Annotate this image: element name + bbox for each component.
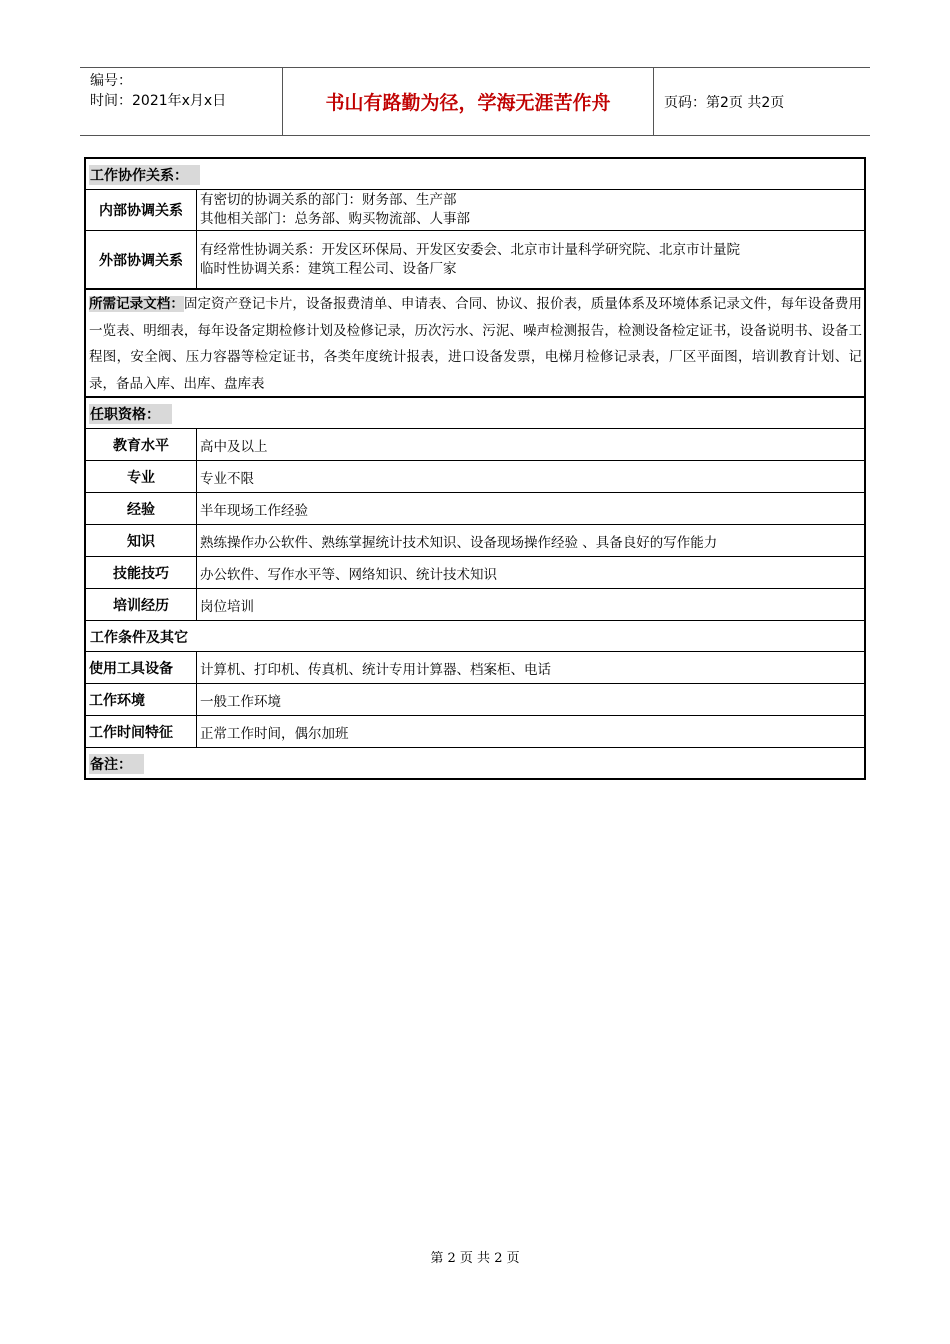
motto: 书山有路勤为径，学海无涯苦作舟 bbox=[282, 68, 654, 135]
job-description-table bbox=[84, 157, 866, 780]
external-line: 临时性协调关系：建筑工程公司、设备厂家 bbox=[200, 260, 457, 277]
condition-value: 一般工作环境 bbox=[200, 693, 281, 710]
external-row bbox=[86, 231, 864, 290]
remarks-title: 备注： bbox=[89, 754, 144, 774]
records-text: 固定资产登记卡片，设备报费清单、申请表、合同、协议、报价表，质量体系及环境体系记录文件，每年设备费用一览表、明细表，每年设备定期检修计划及检修记录，历次污水、污泥、噪声检测报告，检测设备检定证书，设备说明书、设备工程图，安全阀、压力容器等检定证书，各类年度统计报表，进口设备发票，电梯月检修记录表，厂区平面图，培训教育计划、记录，备品入库、出库、盘库表 bbox=[89, 296, 862, 392]
qualification-row bbox=[86, 429, 864, 461]
qualification-value: 高中及以上 bbox=[200, 438, 268, 455]
qualification-row bbox=[86, 493, 864, 525]
qualification-row bbox=[86, 525, 864, 557]
number-label: 编号： bbox=[90, 73, 132, 89]
internal-row bbox=[86, 190, 864, 231]
condition-value: 正常工作时间，偶尔加班 bbox=[200, 725, 349, 742]
collaboration-title-row bbox=[86, 159, 864, 190]
qualification-label: 技能技巧 bbox=[86, 557, 197, 588]
qualification-value: 熟练操作办公软件、熟练掌握统计技术知识、设备现场操作经验 、具备良好的写作能力 bbox=[200, 534, 718, 551]
records-row bbox=[86, 290, 864, 398]
qualifications-title: 任职资格： bbox=[89, 404, 172, 424]
remarks-row bbox=[86, 748, 864, 778]
external-line: 有经常性协调关系：开发区环保局、开发区安委会、北京市计量科学研究院、北京市计量院 bbox=[200, 241, 740, 258]
qualification-value: 办公软件、写作水平等、网络知识、统计技术知识 bbox=[200, 566, 497, 583]
internal-line: 有密切的协调关系的部门：财务部、生产部 bbox=[200, 192, 457, 208]
external-value bbox=[197, 231, 864, 288]
qualification-label: 知识 bbox=[86, 525, 197, 556]
qualification-row bbox=[86, 557, 864, 589]
qualification-value: 专业不限 bbox=[200, 470, 254, 487]
qualification-row bbox=[86, 589, 864, 621]
qualification-label: 培训经历 bbox=[86, 589, 197, 620]
qualification-row bbox=[86, 461, 864, 493]
condition-row bbox=[86, 716, 864, 748]
condition-row bbox=[86, 652, 864, 684]
records-text-block bbox=[86, 290, 864, 396]
condition-label: 工作环境 bbox=[86, 684, 197, 715]
qualification-label: 教育水平 bbox=[86, 429, 197, 460]
qualifications-title-row bbox=[86, 398, 864, 429]
condition-label: 使用工具设备 bbox=[86, 652, 197, 683]
internal-line: 其他相关部门：总务部、购买物流部、人事部 bbox=[200, 211, 470, 227]
condition-row bbox=[86, 684, 864, 716]
internal-value bbox=[197, 190, 864, 230]
collaboration-title: 工作协作关系： bbox=[89, 165, 200, 185]
conditions-title-row bbox=[86, 621, 864, 652]
records-title: 所需记录文档： bbox=[89, 296, 184, 312]
page-footer: 第 2 页 共 2 页 bbox=[430, 1251, 520, 1266]
time-label: 时间：2021年x月x日 bbox=[90, 93, 227, 109]
internal-label: 内部协调关系 bbox=[86, 190, 197, 230]
qualification-value: 半年现场工作经验 bbox=[200, 502, 308, 519]
header-meta bbox=[80, 68, 282, 135]
page-header bbox=[80, 67, 870, 136]
qualification-value: 岗位培训 bbox=[200, 598, 254, 615]
condition-value: 计算机、打印机、传真机、统计专用计算器、档案柜、电话 bbox=[200, 661, 551, 678]
external-label: 外部协调关系 bbox=[86, 231, 197, 288]
qualification-label: 经验 bbox=[86, 493, 197, 524]
condition-label: 工作时间特征 bbox=[86, 716, 197, 747]
conditions-title: 工作条件及其它 bbox=[90, 630, 188, 646]
page-label: 页码：第2页 共2页 bbox=[664, 94, 785, 111]
qualification-label: 专业 bbox=[86, 461, 197, 492]
